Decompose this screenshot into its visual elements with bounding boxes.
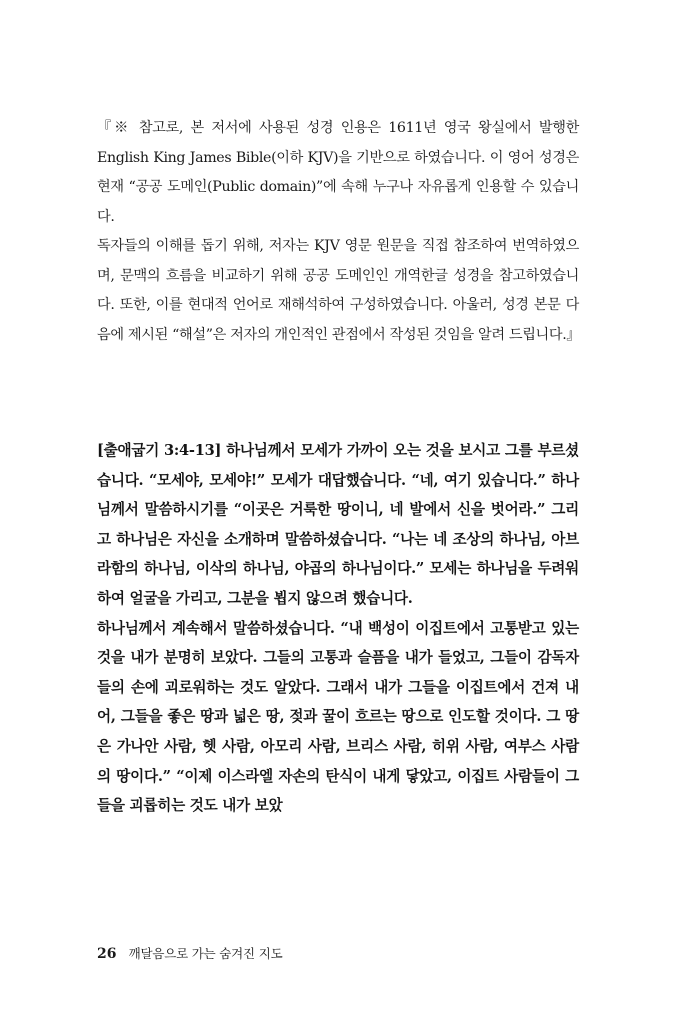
page-number: 26 [97, 946, 117, 962]
notice-paragraph-1: 『※ 참고로, 본 저서에 사용된 성경 인용은 1611년 영국 왕실에서 발행한 English King James Bible(이하 KJV)을 기반으로 하였습니다. 이 영어 성경은 현재 “공공 도메인(Public domain)”에 속해 누구나 자유롭게 인용할 수 있습니다. [97, 120, 579, 225]
page-footer [97, 944, 282, 962]
notice-paragraph-2: 독자들의 이해를 돕기 위해, 저자는 KJV 영문 원문을 직접 참조하여 번역하였으며, 문맥의 흐름을 비교하기 위해 공공 도메인인 개역한글 성경을 참고하였습니다. 또한, 이를 현대적 언어로 재해석하여 구성하였습니다. 아울러, 성경 본문 다음에 제시된 “해설”은 저자의 개인적인 관점에서 작성된 것임을 알려 드립니다.』 [97, 238, 581, 343]
running-title: 깨달음으로 가는 숨겨진 지도 [128, 946, 283, 961]
scripture-paragraph-2: 하나님께서 계속해서 말씀하셨습니다. “내 백성이 이집트에서 고통받고 있는 것을 내가 분명히 보았다. 그들의 고통과 슬픔을 내가 들었고, 그들이 감독자들의 손에 괴로워하는 것도 알았다. 그래서 내가 그들을 이집트에서 건져 내어, 그들을 좋은 땅과 넓은 땅, 젖과 꿀이 흐르는 땅으로 인도할 것이다. 그 땅은 가나안 사람, 헷 사람, 아모리 사람, 브리스 사람, 히위 사람, 여부스 사람의 땅이다.” “이제 이스라엘 자손의 탄식이 내게 닿았고, 이집트 사람들이 그들을 괴롭히는 것도 내가 보았 [97, 619, 579, 815]
scripture-paragraph-1: [출애굽기 3:4-13] 하나님께서 모세가 가까이 오는 것을 보시고 그를 부르셨습니다. “모세야, 모세야!” 모세가 대답했습니다. “네, 여기 있습니다.” 하나님께서 말씀하시기를 “이곳은 거룩한 땅이니, 네 발에서 신을 벗어라.” 그리고 하나님은 자신을 소개하며 말씀하셨습니다. “나는 네 조상의 하나님, 아브라함의 하나님, 이삭의 하나님, 야곱의 하나님이다.” 모세는 하나님을 두려워하여 얼굴을 가리고, 그분을 뵙지 않으려 했습니다. [97, 442, 579, 607]
scripture-passage [97, 436, 579, 821]
citation-notice [97, 114, 579, 350]
